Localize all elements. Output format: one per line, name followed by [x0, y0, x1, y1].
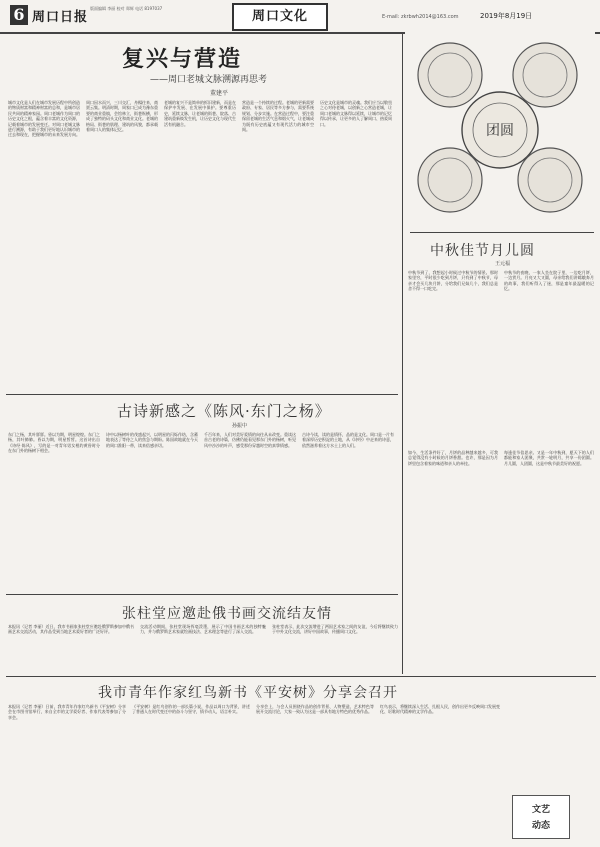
divider — [6, 594, 398, 595]
article1-subtitle: ——周口老城文脉溯源再思考 — [150, 75, 268, 85]
divider — [6, 394, 398, 395]
page-header — [0, 0, 600, 34]
article1-col1: 城市文化是人们在城市发展历程中所创造的物质财富和精神财富的总和，是城市居民共同的精神家园。周口老城作为周口的历史文化之根，蕴含着丰富的文化资源，记载着城市的发展变迁。对周口老城文脉进行溯源，有助于我们更好地认识城市的过去和现在，把握城市的未来发展方向。 — [8, 100, 80, 138]
section-stamp — [512, 795, 570, 839]
article5-col1: 中秋节到了，我想起小时候过中秋节的情景。那时家里穷，平时很少吃到月饼，只有到了中秋节，母亲才会买几块月饼，分给我们兄妹几个，我们总是舍不得一口吃完。 — [408, 270, 498, 292]
article5-col2: 中秋节的夜晚，一家人坐在院子里，一边吃月饼，一边赏月。月亮又大又圆，母亲给我们讲嫦娥奔月的故事，我们听得入了迷，那是童年最温暖的记忆。 — [504, 270, 594, 292]
mooncake-icon — [513, 43, 577, 107]
article1-col4: 营造是一个持续的过程。老城的更新需要政府、专家、居民等多方参与，需要系统规划、分步实施。在营造过程中，要注重保留老城的生活气息和烟火气，让老城成为既有历史底蕴又有现代活力的城市空间。 — [242, 100, 314, 133]
article4-title: 我市青年作家红鸟新书《平安树》分享会召开 — [98, 685, 398, 701]
page-number: 6 — [10, 5, 28, 25]
article5-col4: 每逢佳节倍思亲。又是一年中秋到，愿天下的人们都能和家人团聚，共赏一轮明月，共享一份团圆。月儿圆，人团圆，这是中秋节最美好的祝愿。 — [504, 450, 594, 466]
article2-col3: 千百年来，人们对美好爱情的向往从未改变。重读这首古老的诗篇，仿佛仍能看见那东门外的杨树，听见风中沙沙的叶声，感受那份穿越时空的真挚情感。 — [204, 432, 296, 448]
article3-title: 张柱堂应邀赴俄书画交流结友情 — [122, 606, 332, 622]
divider — [410, 232, 594, 233]
article2-col4: 古诗今读，读的是情怀，品的是文化。周口是一片有着深厚历史积淀的土地，从《诗经》中走来的诗意，依然滋养着这方水土上的人们。 — [302, 432, 394, 448]
article1-author: 董建平 — [210, 90, 229, 97]
article1-title: 复兴与营造 — [122, 46, 243, 72]
header-email: E-mail: zkrbwh2014@163.com — [382, 14, 459, 20]
article5-author: 王元福 — [495, 261, 511, 267]
section-title: 周口文化 — [232, 3, 328, 31]
mooncake-illustration — [405, 30, 595, 220]
article3-col1: 本报讯（记者 李丽）近日，我市书画家张柱堂应邀赴俄罗斯参加中俄书画艺术交流活动，其作品受到当地艺术爱好者的广泛好评。 — [8, 624, 134, 635]
article4-col2: 《平安树》是红鸟创作的一部长篇小说，作品以周口为背景，讲述了普通人在时代变迁中的奋斗与坚守，情节动人，语言朴实。 — [132, 704, 250, 715]
article2-author: 孙振中 — [232, 423, 248, 429]
article2-title: 古诗新感之《陈风·东门之杨》 — [117, 402, 331, 420]
article1-col2: 周口因水而兴，三川交汇，舟楫往来，商贾云集。明清时期，周家口已成为豫东重要的商业重镇，会馆林立，街巷纵横，形成了独特的码头文化和商业文化。老城的格局、街巷的肌理、建筑的风貌，都承载着周口人的集体记忆。 — [86, 100, 158, 133]
editor-meta: 版面编辑 李丽 校对 郑辉 电话 8197037 — [90, 6, 163, 11]
header-date: 2019年8月19日 — [480, 12, 533, 20]
stamp-line1: 文艺 — [531, 805, 550, 815]
mooncake-label: 团圆 — [486, 123, 514, 139]
divider — [6, 676, 596, 677]
newspaper-name: 周口日报 — [32, 10, 89, 25]
article1-col5: 历史文化是城市的灵魂。我们应当以敬畏之心对待老城，以创新之心营造老城，让周口老城的文脉得以延续，让城市的记忆得以传承，让更多的人了解周口、热爱周口。 — [320, 100, 392, 127]
article2-col2: 诗中以杨树叶的茂盛起兴，以明星的闪烁作结，含蓄地表达了等待之人的焦急与期盼。陈国故地就在今天的周口淮阳一带，读来倍感亲切。 — [106, 432, 198, 448]
article5-col3: 如今，生活条件好了，月饼的品种越来越多，可我总觉得没有小时候的月饼香甜。也许，那是因为月饼里包含着家的味道和亲人的牵挂。 — [408, 450, 498, 466]
article3-col3: 张柱堂表示，此次交流增进了两国艺术家之间的友谊，今后将继续致力于中外文化交流，讲好中国故事，传播周口文化。 — [272, 624, 398, 635]
article2-col1: 东门之杨，其叶牂牂。昏以为期，明星煌煌。东门之杨，其叶肺肺。昏以为期，明星晢晢。这首诗出自《诗经·陈风》，写的是一对青年男女相约黄昏时分在东门外的杨树下相会。 — [8, 432, 100, 454]
article3-col2: 交流活动期间，张柱堂现场挥毫泼墨，展示了中国书画艺术的独特魅力，并与俄罗斯艺术家就绘画技法、艺术理念等进行了深入交流。 — [140, 624, 266, 635]
article1-col3: 老城的复兴不是简单的拆旧建新，而是在保护中发展、在发展中保护。要尊重历史，延续文脉，让老城的街巷、院落、古建筑重新焕发生机，让历史文化与现代生活有机融合。 — [164, 100, 236, 127]
article4-col4: 红鸟表示，将继续深入生活、扎根人民，创作出更多反映周口发展变化、讴歌时代精神的文学作品。 — [380, 704, 500, 715]
article4-col1: 本报讯（记者 李丽）日前，我市青年作家红鸟新书《平安树》分享会在市图书馆举行，来自全市的文学爱好者、作家代表等参加了分享会。 — [8, 704, 126, 720]
article4-col3: 分享会上，与会人员围绕作品的创作背景、人物塑造、艺术特色等展开交流讨论，大家一致认为这是一部具有地方特色的优秀作品。 — [256, 704, 374, 715]
article5-title: 中秋佳节月儿圆 — [430, 243, 535, 259]
column-divider — [402, 34, 403, 674]
stamp-line2: 动态 — [531, 821, 550, 831]
